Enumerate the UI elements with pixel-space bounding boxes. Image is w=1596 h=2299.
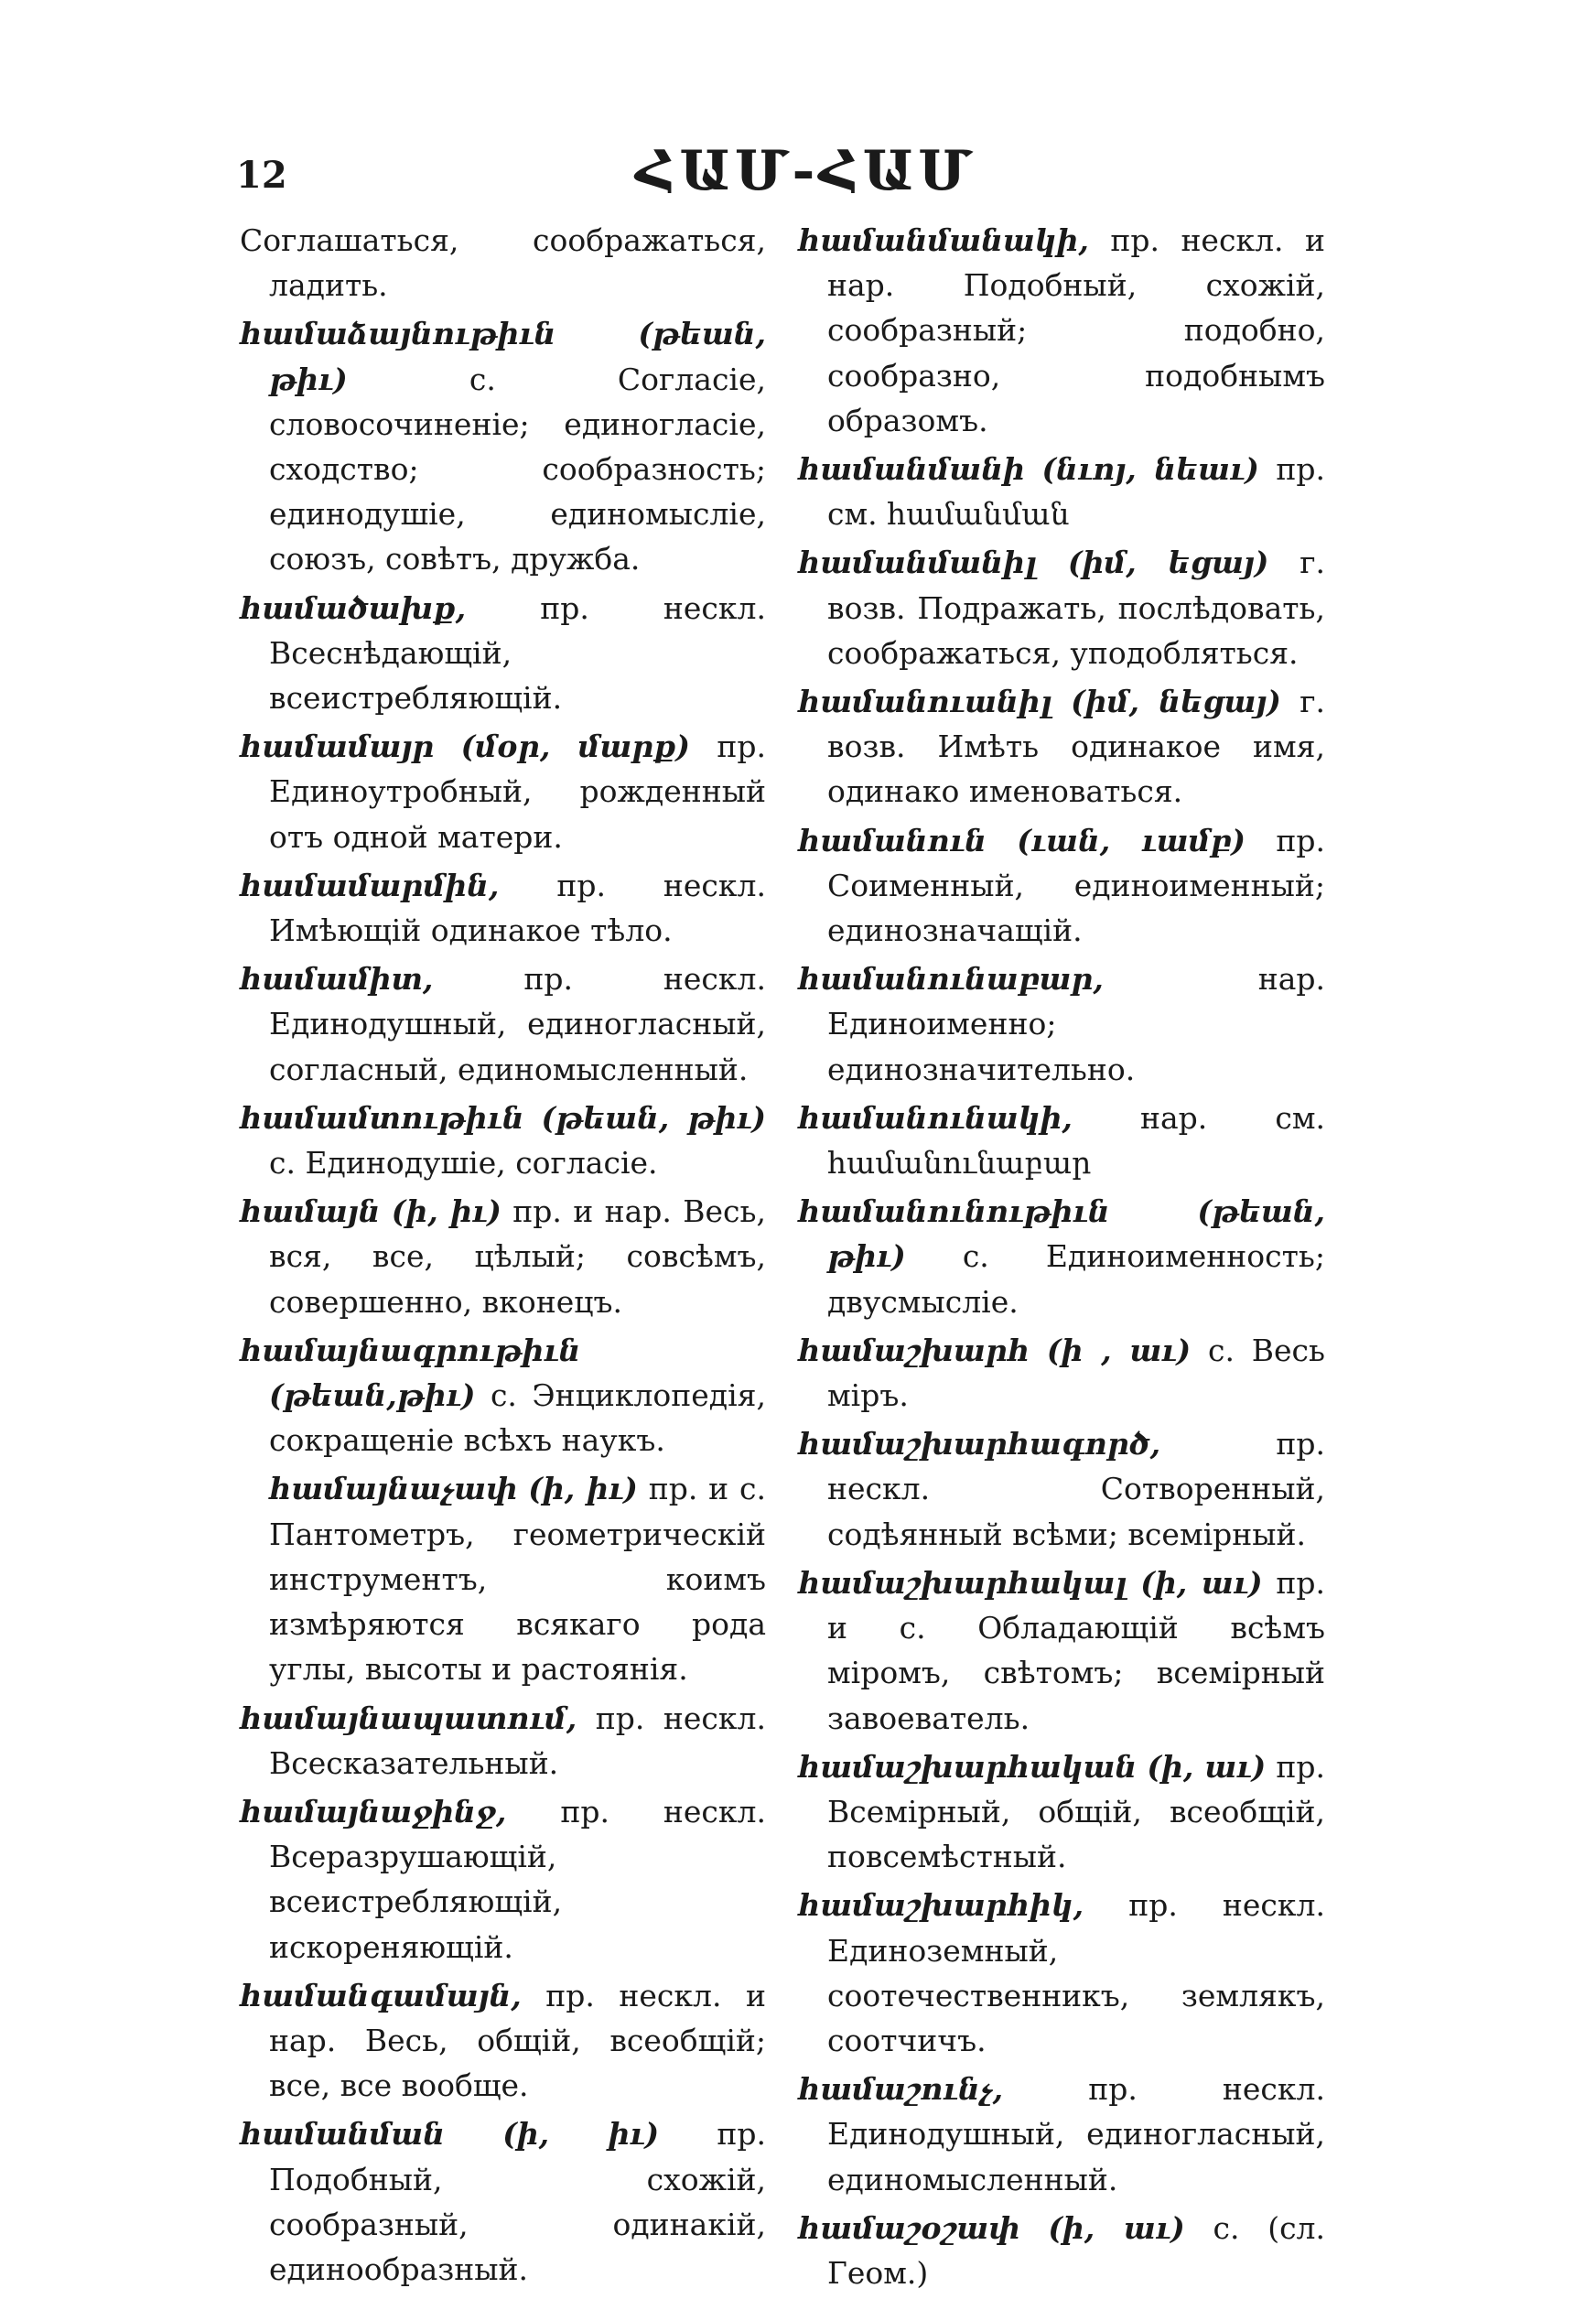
entry-definition: пр. и с. Пантометръ, геометрическій инструментъ, коимъ измѣряются всякаго рода углы, высоты и растоянія. xyxy=(269,1471,766,1688)
dictionary-entry xyxy=(798,1883,1325,2063)
dictionary-entry xyxy=(798,1096,1325,1185)
entry-headword: համածախք, xyxy=(240,589,467,626)
entry-inflection: (ւան, ւամբ) xyxy=(1017,822,1246,858)
entry-inflection: (իմ, եցայ) xyxy=(1067,545,1269,581)
entry-definition: г. возв. Подражать, послѣдовать, соображаться, уподобляться. xyxy=(827,545,1325,671)
running-head: ՀԱՄ-ՀԱՄ xyxy=(635,139,976,203)
dictionary-entry xyxy=(240,1466,766,1691)
entry-inflection: (ի, աւ) xyxy=(1147,1748,1267,1785)
entry-headword: համանման xyxy=(240,2116,445,2153)
entry-definition: Соглашаться, соображаться, ладить. xyxy=(240,222,766,304)
dictionary-entry xyxy=(240,1096,766,1185)
entry-headword: համաշխարհական xyxy=(798,1748,1138,1785)
entry-headword: համանգամայն, xyxy=(240,1977,522,2013)
dictionary-entry xyxy=(798,1189,1325,1324)
dictionary-entry xyxy=(240,863,766,953)
entry-definition: с. Согласіе, словосочиненіе; единогласіе, сходство; сообразность; единодушіе, единомысліе, союзъ, совѣтъ, дружба. xyxy=(269,361,766,577)
entry-inflection: (ի, իւ) xyxy=(391,1193,501,1230)
dictionary-entry xyxy=(240,218,766,308)
dictionary-entry xyxy=(798,818,1325,954)
dictionary-entry xyxy=(798,218,1325,443)
dictionary-entry xyxy=(798,2067,1325,2202)
entry-headword: համանունաբար, xyxy=(798,961,1104,998)
entry-definition: с. Единоименность; двусмысліе. xyxy=(827,1238,1325,1320)
dictionary-entry xyxy=(798,956,1325,1092)
entry-definition: пр. Соименный, единоименный; единозначащій. xyxy=(827,822,1325,949)
entry-inflection: (ի, իւ) xyxy=(528,1471,638,1507)
entry-definition: пр. Всемірный, общій, всеобщій, повсемѣстный. xyxy=(827,1748,1326,1875)
dictionary-entry xyxy=(240,1328,766,1463)
entry-inflection: (թեան, թիւ) xyxy=(827,1193,1325,1275)
dictionary-entry xyxy=(240,311,766,581)
entry-definition: с. (сл. Геом.) xyxy=(827,2209,1326,2291)
dictionary-entry xyxy=(798,1560,1325,1741)
dictionary-entry xyxy=(240,1696,766,1786)
entry-headword: համաշխարհ xyxy=(798,1332,1030,1368)
entry-headword: համամայր xyxy=(240,729,435,765)
entry-inflection: (ի, իւ) xyxy=(502,2116,660,2153)
entry-definition: пр. нескл. и нар. Весь, общій, всеобщій; все, все вообще. xyxy=(269,1977,766,2104)
entry-headword: համայնագրութիւն xyxy=(240,1332,581,1368)
entry-definition: пр. и с. Обладающій всѣмъ міромъ, свѣтомъ; всемірный завоеватель. xyxy=(827,1564,1325,1736)
entry-headword: համայնապատում, xyxy=(240,1700,577,1736)
entry-definition: пр. нескл. Всеснѣдающій, всеистребляющій. xyxy=(269,589,766,717)
entry-inflection: (նւոյ, նեաւ) xyxy=(1041,451,1259,488)
entry-definition: нар. Единоименно; единозначительно. xyxy=(827,961,1325,1087)
entry-inflection: (իմ, նեցայ) xyxy=(1071,684,1281,720)
entry-definition: пр. Подобный, схожій, сообразный, одинакій, единообразный. xyxy=(269,2116,766,2287)
entry-definition: пр. нескл. Единодушный, единогласный, согласный, единомысленный. xyxy=(269,961,766,1087)
entry-definition: пр. см. համանման xyxy=(827,451,1326,533)
left-column xyxy=(240,218,766,2295)
dictionary-entry xyxy=(240,1973,766,2109)
entry-headword: համաշխարհակալ xyxy=(798,1564,1127,1601)
entry-headword: համանունակի, xyxy=(798,1099,1073,1136)
entry-definition: с. Единодушіе, согласіе. xyxy=(269,1145,658,1182)
entry-headword: համամտութիւն xyxy=(240,1099,524,1136)
entry-headword: համաձայնութիւն xyxy=(240,316,556,352)
entry-definition: с. Энциклопедія, сокращеніе всѣхъ наукъ. xyxy=(269,1377,766,1459)
entry-definition: пр. нескл. и нар. Подобный, схожій, сообразный; подобно, сообразно, подобнымъ образомъ. xyxy=(827,222,1325,438)
entry-inflection: (ի , աւ) xyxy=(1046,1332,1192,1368)
entry-headword: համաշխարհիկ, xyxy=(798,1887,1084,1924)
entry-headword: համանուանիլ xyxy=(798,684,1052,720)
entry-headword: համամիտ, xyxy=(240,961,434,998)
dictionary-entry xyxy=(798,1744,1325,1880)
entry-headword: համաշունչ, xyxy=(798,2071,1004,2108)
dictionary-entry xyxy=(798,540,1325,675)
dictionary-entry xyxy=(240,586,766,721)
dictionary-entry xyxy=(798,2206,1325,2295)
entry-definition: пр. и нар. Весь, вся, все, цѣлый; совсѣмъ, совершенно, вконецъ. xyxy=(269,1193,766,1320)
entry-headword: համայն xyxy=(240,1193,381,1230)
entry-inflection: (ի, աւ) xyxy=(1048,2209,1185,2246)
entry-definition: пр. нескл. Имѣющій одинакое тѣло. xyxy=(269,867,766,949)
entry-headword: համայնաչափ xyxy=(269,1471,518,1507)
entry-headword: համանունութիւն xyxy=(798,1193,1110,1230)
dictionary-entry xyxy=(240,1189,766,1324)
entry-headword: համանմանակի, xyxy=(798,222,1089,258)
dictionary-entry xyxy=(798,1328,1325,1418)
entry-headword: համանմանիլ xyxy=(798,545,1037,581)
right-column xyxy=(798,218,1325,2299)
dictionary-entry xyxy=(798,447,1325,536)
entry-definition: г. возв. Имѣть одинакое имя, одинако именоваться. xyxy=(827,684,1325,810)
entry-definition: пр. нескл. Единоземный, соотечественникъ, землякъ, соотчичъ. xyxy=(827,1887,1325,2058)
dictionary-entry xyxy=(240,956,766,1092)
entry-definition: пр. нескл. Сотворенный, содѣянный всѣми; всемірный. xyxy=(827,1426,1325,1552)
entry-headword: համանուն xyxy=(798,822,987,858)
dictionary-entry xyxy=(240,2111,766,2292)
entry-definition: пр. нескл. Всесказательный. xyxy=(269,1700,766,1781)
page-number: 12 xyxy=(236,154,287,197)
entry-definition: с. Весь міръ. xyxy=(827,1332,1325,1414)
dictionary-entry xyxy=(240,1789,766,1970)
entry-inflection: (թեան,թիւ) xyxy=(269,1377,476,1414)
entry-inflection: (մօր, մարք) xyxy=(460,729,691,765)
entry-definition: пр. нескл. Единодушный, единогласный, единомысленный. xyxy=(827,2071,1325,2197)
dictionary-entry xyxy=(240,724,766,859)
entry-headword: համայնաջինջ, xyxy=(240,1793,507,1829)
entry-headword: համաշօշափ xyxy=(798,2209,1020,2246)
dictionary-entry xyxy=(798,1421,1325,1557)
entry-headword: համաշխարհագործ, xyxy=(798,1426,1161,1463)
entry-inflection: (թեան, թիւ) xyxy=(269,316,766,397)
entry-headword: համամարմին, xyxy=(240,867,500,903)
entry-definition: пр. нескл. Всеразрушающій, всеистребляющій, искореняющій. xyxy=(269,1793,766,1965)
dictionary-entry xyxy=(798,679,1325,815)
entry-definition: нар. см. համանունաբար xyxy=(827,1099,1325,1182)
entry-definition: пр. Единоутробный, рожденный отъ одной матери. xyxy=(269,729,766,855)
entry-headword: համանմանի xyxy=(798,451,1025,488)
entry-inflection: (թեան, թիւ) xyxy=(541,1099,766,1136)
entry-inflection: (ի, աւ) xyxy=(1140,1564,1263,1601)
